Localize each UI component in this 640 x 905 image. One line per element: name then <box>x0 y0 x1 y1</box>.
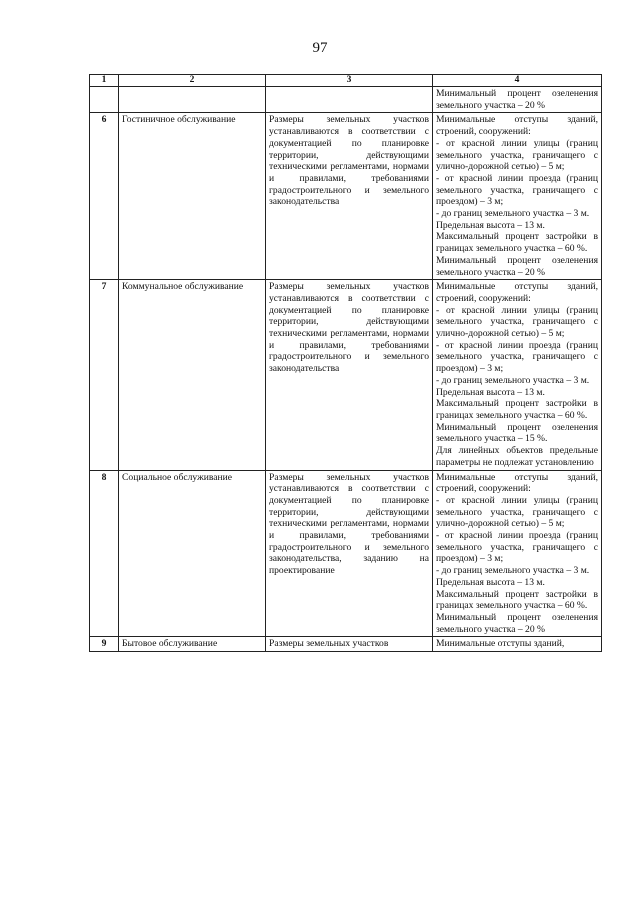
table-row-continuation <box>90 87 602 113</box>
plot-sizes-cell <box>266 87 433 113</box>
plot-sizes-cell: Размеры земельных участков устанавливаются в соответствии с документацией по планировке территории, действующими техническими регламентами, нормами и правилами, требованиями градостроительного и земельного законодательства <box>266 113 433 280</box>
table-row <box>90 280 602 470</box>
requirement-line: Минимальные отступы зданий, <box>436 638 565 650</box>
row-number-cell: 8 <box>90 470 119 637</box>
requirements-cell <box>433 87 602 113</box>
table-row <box>90 113 602 280</box>
requirement-line: - от красной линии улицы (границ земельного участка, граничащего с улично-дорожной сетью) – 5 м; <box>436 304 598 340</box>
requirement-line: Минимальный процент озеленения земельного участка – 20 % <box>436 611 598 635</box>
requirements-cell <box>433 280 602 470</box>
plot-sizes-cell: Размеры земельных участков <box>266 637 433 652</box>
requirement-line: - до границ земельного участка – 3 м. <box>436 208 590 220</box>
table-row <box>90 637 602 652</box>
requirements-cell <box>433 113 602 280</box>
plot-sizes-cell: Размеры земельных участков устанавливаются в соответствии с документацией по планировке территории, действующими техническими регламентами, нормами и правилами, требованиями градостроительного и земельного законодательства, заданию на проектирование <box>266 470 433 637</box>
header-cell: 1 <box>90 75 119 87</box>
requirement-line: - от красной линии проезда (границ земельного участка, граничащего с проездом) – 3 м; <box>436 172 598 208</box>
row-number-cell: 7 <box>90 280 119 470</box>
requirement-line: Минимальные отступы зданий, строений, сооружений: <box>436 114 598 138</box>
requirement-line: - до границ земельного участка – 3 м. <box>436 374 590 386</box>
requirement-line: - от красной линии улицы (границ земельного участка, граничащего с улично-дорожной сетью) – 5 м; <box>436 137 598 173</box>
table-header-row <box>90 75 602 87</box>
row-number-cell: 9 <box>90 637 119 652</box>
row-number-cell: 6 <box>90 113 119 280</box>
requirement-line: Максимальный процент застройки в границах земельного участка – 60 %. <box>436 231 598 255</box>
requirement-line: - от красной линии проезда (границ земельного участка, граничащего с проездом) – 3 м; <box>436 339 598 375</box>
header-cell: 2 <box>119 75 266 87</box>
requirement-line: Минимальный процент озеленения земельного участка – 15 %. <box>436 421 598 445</box>
requirement-line: - от красной линии улицы (границ земельного участка, граничащего с улично-дорожной сетью) – 5 м; <box>436 494 598 530</box>
requirement-line: Минимальные отступы зданий, строений, сооружений: <box>436 471 598 495</box>
requirement-line: Для линейных объектов предельные параметры не подлежат установлению <box>436 445 598 468</box>
requirement-line: Минимальные отступы зданий, строений, сооружений: <box>436 281 598 304</box>
header-cell: 3 <box>266 75 433 87</box>
use-name-cell: Гостиничное обслуживание <box>119 113 266 280</box>
use-name-cell: Социальное обслуживание <box>119 470 266 637</box>
header-cell: 4 <box>433 75 602 87</box>
requirements-cell <box>433 470 602 637</box>
land-use-table <box>89 74 602 652</box>
requirement-line: Предельная высота – 13 м. <box>436 576 545 588</box>
requirement-line: - до границ земельного участка – 3 м. <box>436 565 590 577</box>
use-name-cell <box>119 87 266 113</box>
requirement-line: Минимальный процент озеленения земельного участка – 20 % <box>436 254 598 278</box>
use-name-cell: Коммунальное обслуживание <box>119 280 266 470</box>
row-number-cell <box>90 87 119 113</box>
requirements-cell <box>433 637 602 652</box>
use-name-cell: Бытовое обслуживание <box>119 637 266 652</box>
requirement-line: Максимальный процент застройки в границах земельного участка – 60 %. <box>436 398 598 421</box>
requirement-line: Минимальный процент озеленения земельного участка – 20 % <box>436 88 598 111</box>
requirement-line: - от красной линии проезда (границ земельного участка, граничащего с проездом) – 3 м; <box>436 530 598 565</box>
page-number: 97 <box>312 40 328 56</box>
requirement-line: Максимальный процент застройки в границах земельного участка – 60 %. <box>436 588 598 612</box>
requirement-line: Предельная высота – 13 м. <box>436 219 545 231</box>
requirement-line: Предельная высота – 13 м. <box>436 386 545 398</box>
plot-sizes-cell: Размеры земельных участков устанавливаются в соответствии с документацией по планировке территории, действующими техническими регламентами, нормами и правилами, требованиями градостроительного и земельного законодательства <box>266 280 433 470</box>
table-row <box>90 470 602 637</box>
